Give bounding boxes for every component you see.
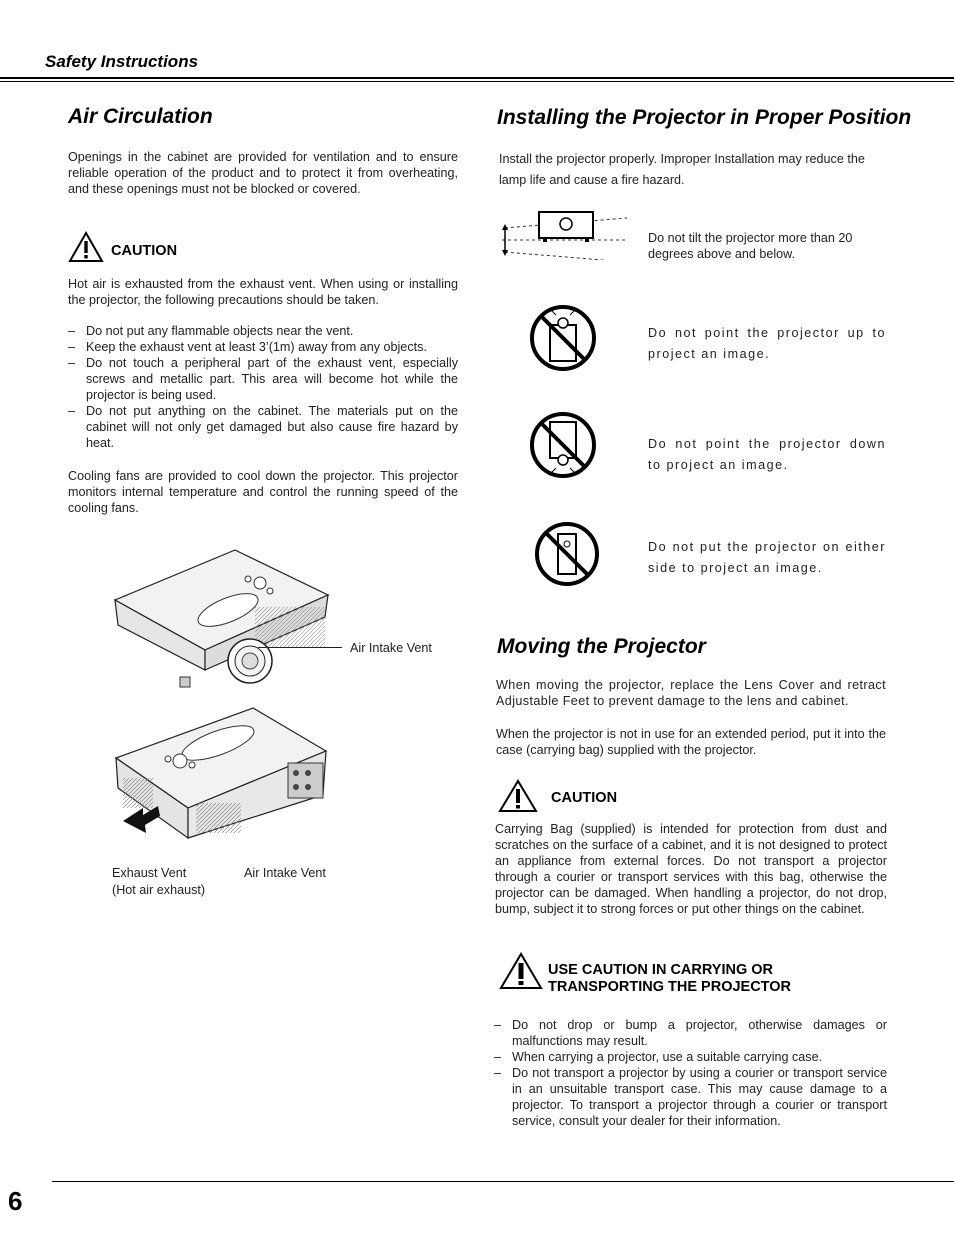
- header-rule: [0, 77, 954, 79]
- air-circulation-intro: Openings in the cabinet are provided for ventilation and to ensure reliable operation of the product and to protect it from overheating, and these openings must not be blocked or covered.: [68, 150, 458, 196]
- list-item: – Do not put anything on the cabinet. The materials put on the cabinet will not only get damaged but also cause fire hazard by heat.: [68, 403, 458, 451]
- air-intake-vent-label-bottom: Air Intake Vent: [244, 866, 326, 880]
- list-item: – Keep the exhaust vent at least 3’(1m) away from any objects.: [68, 339, 458, 355]
- warning-heading-line1: USE CAUTION IN CARRYING OR: [548, 962, 774, 978]
- list-item: – When carrying a projector, use a suitable carrying case.: [494, 1049, 887, 1065]
- list-item: – Do not drop or bump a projector, otherwise damages or malfunctions may result.: [494, 1017, 887, 1049]
- leader-line: [258, 647, 342, 648]
- list-item: – Do not transport a projector by using a courier or transport service in an unsuitable transport case. This may cause damage to a projector. To transport a projector through a courier or transport service, consult your dealer for their information.: [494, 1065, 887, 1129]
- moving-intro: When moving the projector, replace the Lens Cover and retract Adjustable Feet to prevent damage to the lens and cabinet.: [496, 678, 886, 708]
- section-header-title: Safety Instructions: [45, 52, 199, 71]
- caution-icon: [498, 779, 538, 813]
- page-number: 6: [8, 1186, 23, 1216]
- air-circulation-title: Air Circulation: [68, 105, 213, 128]
- air-intake-vent-label: Air Intake Vent: [350, 641, 432, 655]
- exhaust-vent-label: Exhaust Vent: [112, 866, 187, 880]
- list-item: – Do not touch a peripheral part of the exhaust vent, especially screws and metallic part. This area will become hot while the projector is being used.: [68, 355, 458, 403]
- installing-intro: Install the projector properly. Improper Installation may reduce the lamp life and cause a fire hazard.: [499, 152, 865, 187]
- caution-icon: [68, 231, 104, 263]
- warning-heading-line2: TRANSPORTING THE PROJECTOR: [548, 979, 792, 995]
- no-point-down-icon: [528, 410, 598, 480]
- projector-rear-illustration: [108, 703, 333, 868]
- moving-title: Moving the Projector: [497, 635, 706, 658]
- footer-rule: [52, 1181, 954, 1182]
- no-side-instruction: Do not put the projector on either side to project an image.: [648, 540, 886, 575]
- list-item: – Do not put any flammable objects near the vent.: [68, 323, 458, 339]
- no-point-up-instruction: Do not point the projector up to project an image.: [648, 326, 886, 361]
- no-side-icon: [533, 520, 601, 588]
- tilt-instruction: Do not tilt the projector more than 20 degrees above and below.: [648, 231, 853, 261]
- cooling-fan-text: Cooling fans are provided to cool down the projector. This projector monitors internal temperature and control the running speed of the cooling fans.: [68, 469, 458, 515]
- tilt-angle-icon: [497, 208, 632, 260]
- exhaust-vent-sublabel: (Hot air exhaust): [112, 883, 206, 897]
- precaution-list: [68, 323, 458, 451]
- transport-warning-list: [494, 1017, 887, 1129]
- caution-label: CAUTION: [551, 790, 618, 806]
- carrying-bag-caution-text: Carrying Bag (supplied) is intended for protection from dust and scratches on the surface of a cabinet, and it is not designed to protect an appliance from external forces. Do not transport a projector through a courier or transport services with this bag, otherwise the projector can be damaged. When handling a projector, do not drop, bump, subject it to strong forces or put other things on the cabinet.: [495, 822, 887, 916]
- installing-title: Installing the Projector in Proper Position: [497, 106, 912, 129]
- warning-icon: [499, 952, 543, 990]
- moving-intro-2: When the projector is not in use for an extended period, put it into the case (carrying bag) supplied with the projector.: [496, 727, 886, 757]
- projector-front-illustration: [110, 545, 340, 700]
- caution-label: CAUTION: [111, 243, 178, 259]
- no-point-up-icon: [528, 303, 598, 373]
- header-rule-thin: [0, 81, 954, 82]
- no-point-down-instruction: Do not point the projector down to project an image.: [648, 437, 886, 472]
- caution-text: Hot air is exhausted from the exhaust vent. When using or installing the projector, the following precautions should be taken.: [68, 277, 458, 307]
